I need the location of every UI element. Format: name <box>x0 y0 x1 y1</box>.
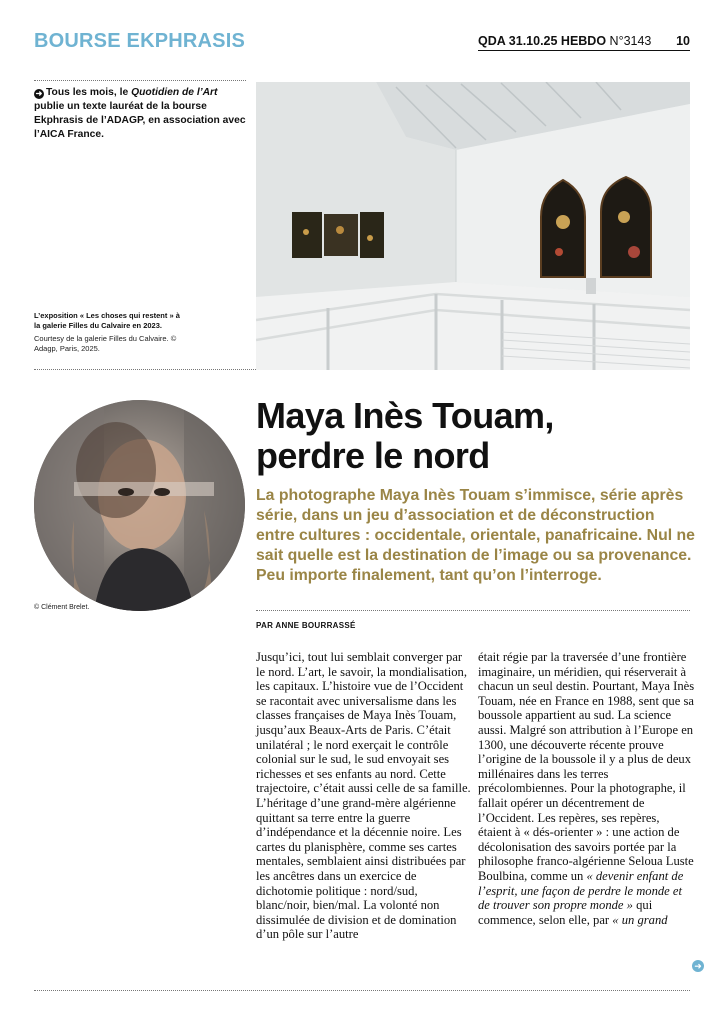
byline: PAR ANNE BOURRASSÉ <box>256 621 356 630</box>
headline-line-2: perdre le nord <box>256 435 490 476</box>
portrait-photo <box>34 400 245 611</box>
section-title: BOURSE EKPHRASIS <box>34 30 246 52</box>
body-text-col2 <box>478 650 696 927</box>
intro-after: publie un texte lauréat de la bourse Ekphrasis de l’ADAGP, en association avec l’AICA France. <box>34 101 246 140</box>
caption-credit: Courtesy de la galerie Filles du Calvaire. © Adagp, Paris, 2025. <box>34 334 177 353</box>
page-number: 10 <box>676 34 690 48</box>
body-text-col1: Jusqu’ici, tout lui semblait converger par le nord. L’art, le savoir, la mondialisation, les capitaux. L’histoire vue de l’Occident se racontait avec universalisme dans les classes françaises de Maya Inès Touam, jusqu’aux Beaux-Arts de Paris. C’était unilatéral ; le nord exerçait le contrôle colonial sur le sud, le sud envoyait ses richesses et ses enfants au nord. Cette trajectoire, c’était aussi celle de sa famille. L’héritage d’une grand-mère algérienne quittant sa terre entre la guerre d’indépendance et la décennie noire. Les cartes du planisphère, comme ses cartes mentales, semblaient ainsi distribuées par les ancêtres dans un exercice de dichotomie politique : nord/sud, blanc/noir, bien/mal. La volonté non dissimulée de division et de domination d’un pôle sur l’autre <box>256 650 471 942</box>
gallery-photo <box>256 82 690 370</box>
col2-quote: « devenir enfant de l’esprit, une façon de perdre le monde et de trouver son propre monde » <box>478 868 684 913</box>
col2-after: qui commence, selon elle, par <box>478 898 653 927</box>
divider <box>34 990 690 991</box>
intro-note <box>34 86 246 142</box>
divider <box>34 80 246 81</box>
issue-bar <box>478 34 690 51</box>
portrait-credit: © Clément Brelet. <box>34 604 90 611</box>
col2-text: était régie par la traversée d’une frontière imaginaire, un méridien, qui réserverait à chacun un seul destin. Pourtant, Maya Inès Touam, née en France en 1988, sent que sa boussole appartient au sud. La science aussi. Malgré son attribution à l’Europe en 1300, une découverte récente prouve l’origine de la boussole il y a plus de deux millénaires dans les terres précolombiennes. Pour la photographe, il fallait opérer un décentrement de l’Occident. Les repères, ses repères, étaient à « dés-orienter » : une action de décolonisation des savoirs portée par la philosophe franco-algérienne Seloua Luste Boulbina, comme un <box>478 650 695 883</box>
continue-arrow-icon[interactable]: ➜ <box>692 960 704 972</box>
intro-before: Tous les mois, le <box>46 87 132 98</box>
headline-line-1: Maya Inès Touam, <box>256 395 554 436</box>
gallery-photo-illustration <box>256 82 690 370</box>
headline <box>256 396 696 476</box>
divider <box>256 610 690 611</box>
intro-publication: Quotidien de l’Art <box>131 87 218 98</box>
arrow-right-icon: ➜ <box>35 89 43 98</box>
portrait-illustration <box>34 400 245 611</box>
lede: La photographe Maya Inès Touam s’immisce, série après série, dans un jeu d’association et de déconstruction entre cultures : occidentale, orientale, panafricaine. Nul ne sait quelle est la destination de l’image ou sa provenance. Peu importe finalement, tant qu’on l’interroge. <box>256 487 695 584</box>
issue-number: N°3143 <box>609 34 652 48</box>
article-column-1 <box>256 650 474 942</box>
photo-caption <box>34 311 184 354</box>
issue-label: QDA 31.10.25 HEBDO <box>478 34 607 48</box>
caption-main: L’exposition « Les choses qui restent » à la galerie Filles du Calvaire en 2023. <box>34 311 180 330</box>
article-column-2 <box>478 650 696 927</box>
col2-end: « un grand <box>612 912 668 927</box>
